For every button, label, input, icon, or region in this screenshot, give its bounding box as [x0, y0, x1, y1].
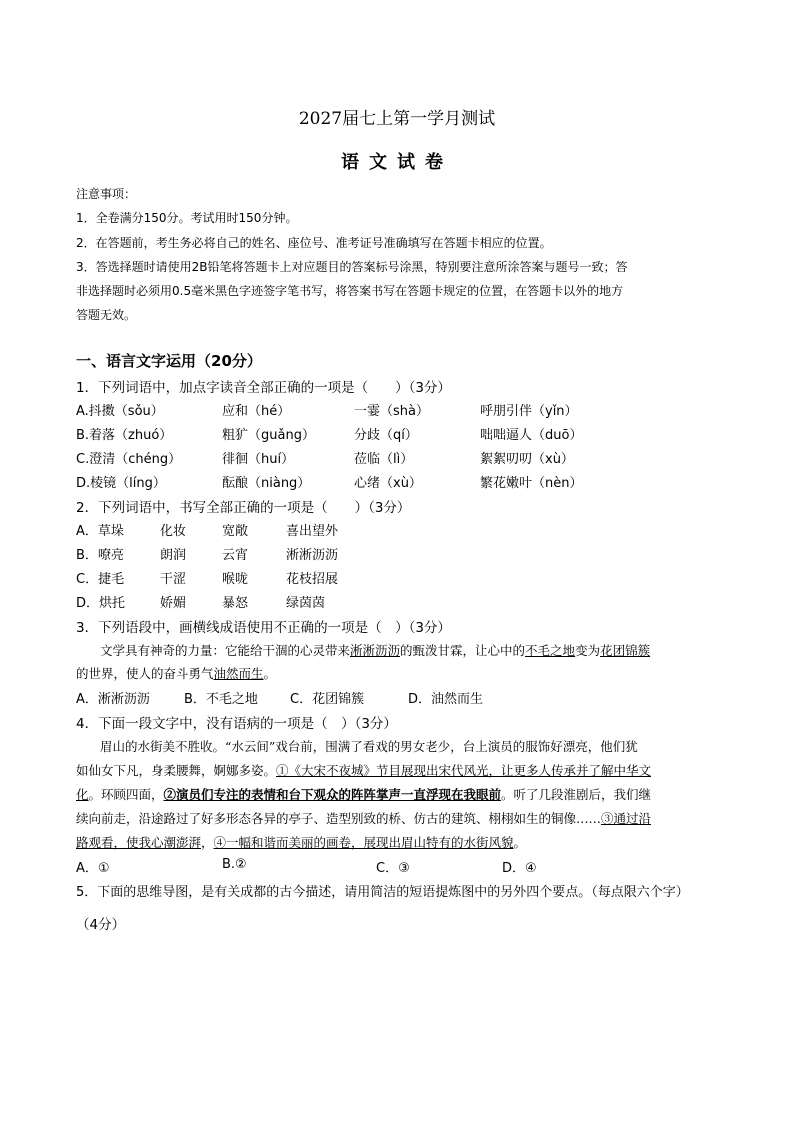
option-cell: 絮絮叨叨（xù）: [480, 452, 574, 467]
q4-line: [76, 785, 651, 803]
option-cell: A.抖擞（sǒu）: [76, 404, 164, 419]
option-cell: 娇媚: [160, 596, 187, 611]
passage-text: 。: [263, 666, 277, 681]
question-3-passage-cont: [76, 664, 276, 682]
notice-item: 2．在答题前，考生务必将自己的姓名、座位号、准考证号准确填写在答题卡相应的位置。: [76, 236, 552, 250]
passage-text: 续向前走，沿途路过了好多形态各异的亭子、造型别致的桥、仿古的建筑、栩栩如生的铜像……: [76, 811, 602, 826]
sentence-1-underlined: 化: [76, 787, 89, 802]
exam-title: 2027届七上第一学月测试: [298, 109, 496, 129]
option-cell: 喜出望外: [286, 524, 339, 539]
option-cell: 莅临（lì）: [354, 452, 414, 467]
option-cell: D．烘托: [76, 596, 126, 611]
option-cell: 绿茵茵: [286, 596, 326, 611]
option-cell: 宽敞: [222, 524, 249, 539]
underlined-idiom: 不毛之地: [525, 643, 576, 658]
question-2-stem: 2．下列词语中，书写全部正确的一项是（ ）（3分）: [76, 500, 411, 516]
underlined-idiom: 花团锦簇: [600, 643, 651, 658]
section-heading: 一、语言文字运用（20分）: [76, 352, 262, 370]
passage-text: 如仙女下凡，身柔腰舞，婀娜多姿。: [76, 763, 277, 778]
option-cell: 徘徊（huí）: [222, 452, 295, 467]
sentence-3-underlined: ③通过沿: [601, 811, 652, 826]
q4-line: 眉山的水街美不胜收。“水云间”戏台前，围满了看戏的男女老少，台上演员的服饰好漂亮，他们犹: [100, 739, 638, 754]
passage-text: ，: [201, 835, 214, 850]
option-cell: D．④: [502, 861, 537, 876]
notice-heading: 注意事项：: [76, 187, 137, 201]
passage-text: 的世界，使人的奋斗勇气: [76, 666, 214, 681]
passage-text: 的甄泼甘霖，让心中的: [400, 643, 526, 658]
underlined-idiom: 淅淅沥沥: [350, 643, 401, 658]
option-cell: C.澄清（chéng）: [76, 452, 182, 467]
option-cell: C．花团锦簇: [290, 692, 365, 707]
q4-line: [76, 809, 651, 827]
passage-text: 。听了几段淮剧后，我们继: [501, 787, 652, 802]
option-cell: 化妆: [160, 524, 187, 539]
option-cell: 云宵: [222, 548, 249, 563]
option-cell: 朗润: [160, 548, 187, 563]
sentence-2-underlined: ②演员们专注的表情和台下观众的阵阵掌声一直浮现在我眼前: [163, 787, 502, 802]
passage-text: 。环顾四面，: [88, 787, 164, 802]
question-5-score: （4分）: [76, 917, 126, 933]
sentence-4-underlined: ④一幅和谐而美丽的画卷，展现出眉山特有的水街风貌: [213, 835, 514, 850]
option-cell: 咄咄逼人（duō）: [480, 428, 583, 443]
notice-item: 3．答选择题时请使用2B铅笔将答题卡上对应题目的答案标号涂黑，特别要注意所涂答案与题号一致；答: [76, 260, 628, 274]
exam-subtitle: 语文试卷: [341, 152, 453, 173]
option-cell: 呼朋引伴（yǐn）: [480, 404, 578, 419]
sentence-1-underlined: ①《大宋不夜城》节目展现出宋代风光，让更多人传承并了解中华文: [276, 763, 652, 778]
sentence-3-underlined: 路观看，使我心潮澎湃: [76, 835, 202, 850]
option-cell: 应和（hé）: [222, 404, 291, 419]
option-cell: C．③: [376, 861, 410, 876]
question-5-stem: 5．下面的思维导图，是有关成都的古今描述，请用简洁的短语提炼图中的另外四个要点。（每点限六个字）: [76, 885, 689, 900]
option-cell: D.棱镜（líng）: [76, 476, 166, 491]
option-cell: B.②: [222, 857, 247, 872]
option-cell: 酝酿（niàng）: [222, 476, 311, 491]
option-cell: A．草垛: [76, 524, 124, 539]
option-cell: 干涩: [160, 572, 187, 587]
q4-line: [76, 833, 526, 851]
option-cell: 心绪（xù）: [354, 476, 422, 491]
option-cell: 一霎（shà）: [354, 404, 429, 419]
option-cell: 淅淅沥沥: [286, 548, 339, 563]
notice-item: 非选择题时必须用0.5毫米黑色字迹签字笔书写，将答案书写在答题卡规定的位置，在答题卡以外的地方: [76, 284, 624, 298]
option-cell: 喉咙: [222, 572, 249, 587]
option-cell: 繁花嫩叶（nèn）: [480, 476, 583, 491]
option-cell: A．①: [76, 861, 110, 876]
option-cell: 暴怒: [222, 596, 249, 611]
underlined-idiom: 油然而生: [213, 666, 264, 681]
option-cell: 粗犷（guǎng）: [222, 428, 315, 443]
passage-text: 文学具有神奇的力量：它能给干涸的心灵带来: [100, 643, 351, 658]
question-1-stem: 1．下列词语中，加点字读音全部正确的一项是（ ）（3分）: [76, 380, 451, 396]
option-cell: B．嘹亮: [76, 548, 124, 563]
question-3-stem: 3．下列语段中，画横线成语使用不正确的一项是（ ）（3分）: [76, 620, 451, 636]
option-cell: B．不毛之地: [184, 692, 258, 707]
question-4-stem: 4．下面一段文字中，没有语病的一项是（ ）（3分）: [76, 716, 397, 732]
passage-text: 变为: [575, 643, 601, 658]
option-cell: 花枝招展: [286, 572, 339, 587]
q4-line: [76, 761, 651, 779]
question-3-passage: [100, 641, 650, 659]
notice-item: 1．全卷满分150分。考试用时150分钟。: [76, 211, 298, 225]
option-cell: A．淅淅沥沥: [76, 692, 150, 707]
option-cell: C．捷毛: [76, 572, 125, 587]
notice-item: 答题无效。: [76, 308, 137, 322]
option-cell: 分歧（qí）: [354, 428, 418, 443]
passage-text: 。: [513, 835, 527, 850]
option-cell: B.着落（zhuó）: [76, 428, 173, 443]
option-cell: D．油然而生: [408, 692, 484, 707]
